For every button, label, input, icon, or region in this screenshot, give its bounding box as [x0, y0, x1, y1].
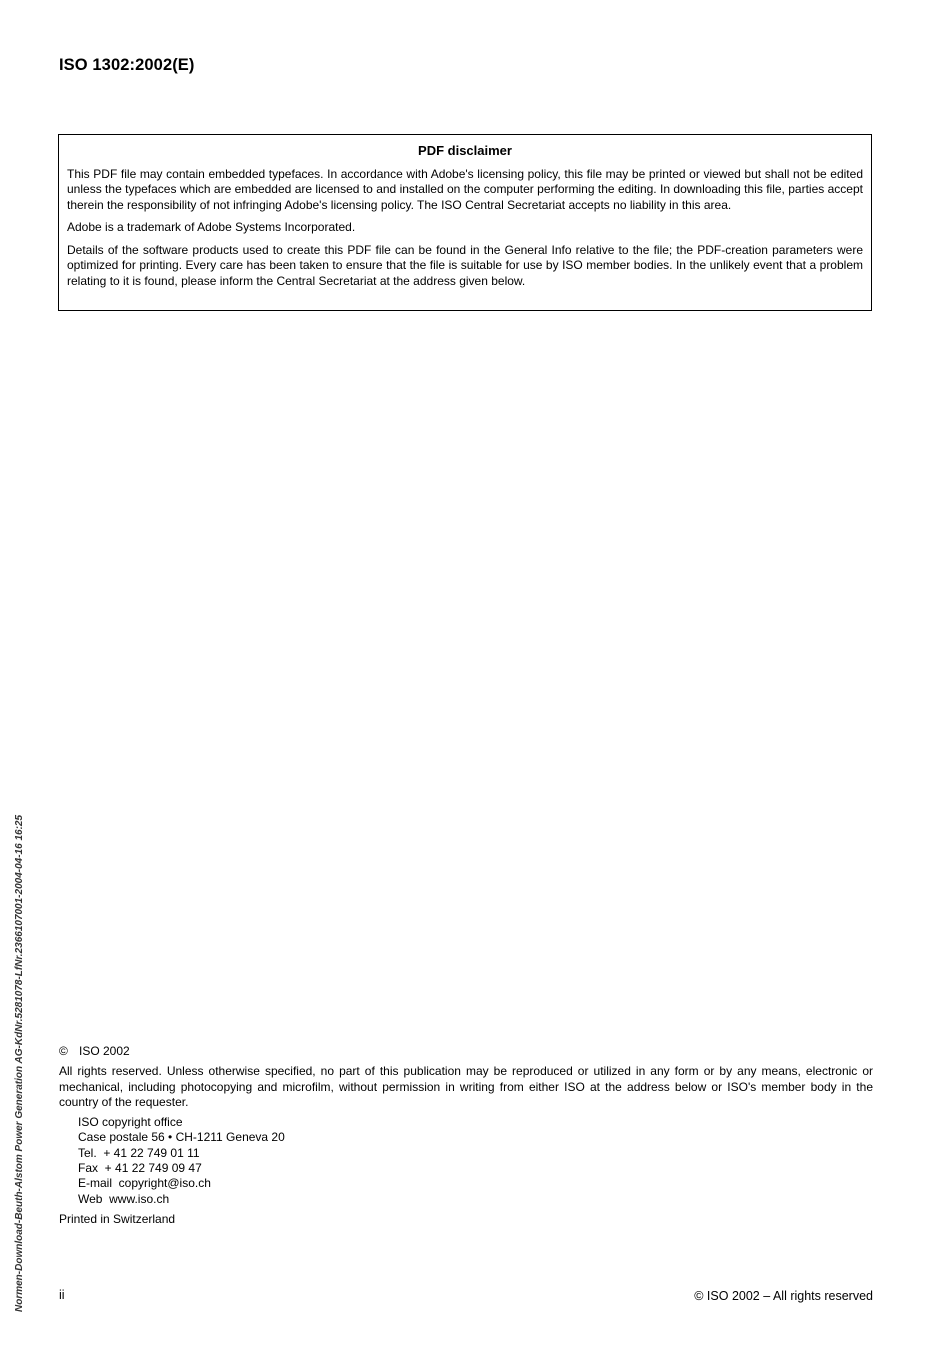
disclaimer-title: PDF disclaimer: [418, 143, 512, 158]
copyright-office-address: [78, 1115, 873, 1207]
pdf-disclaimer-box: [58, 134, 872, 311]
copyright-year: ISO 2002: [79, 1044, 130, 1058]
rights-paragraph: All rights reserved. Unless otherwise specified, no part of this publication may be reproduced or utilized in any form or by any means, electronic or mechanical, including photocopying and microfilm, without permission in writing from either ISO at the address below or ISO's member body in the country of the requester.: [59, 1064, 873, 1109]
address-line: Tel. + 41 22 749 01 11: [78, 1145, 200, 1160]
disclaimer-paragraph-details: Details of the software products used to create this PDF file can be found in the General Info relative to the file; the PDF-creation parameters were optimized for printing. Every care has been taken to ensure that the file is suitable for use by ISO member bodies. In the unlikely event that a problem relating to it is found, please inform the Central Secretariat at the address given below.: [67, 243, 863, 288]
printed-in: Printed in Switzerland: [59, 1211, 176, 1226]
copyright-line: [59, 1044, 873, 1059]
address-line: ISO copyright office: [78, 1115, 183, 1130]
address-line: Fax + 41 22 749 09 47: [78, 1161, 202, 1176]
copyright-symbol: ©: [59, 1044, 68, 1058]
disclaimer-paragraph-typefaces: This PDF file may contain embedded typefaces. In accordance with Adobe's licensing policy, this file may be printed or viewed but shall not be edited unless the typefaces which are embedded are licensed to and installed on the computer performing the editing. In downloading this file, parties accept therein the responsibility of not infringing Adobe's licensing policy. The ISO Central Secretariat accepts no liability in this area.: [67, 167, 863, 212]
footer-copyright: © ISO 2002 – All rights reserved: [694, 1289, 873, 1303]
page-number: ii: [59, 1288, 65, 1302]
disclaimer-paragraph-trademark: Adobe is a trademark of Adobe Systems Incorporated.: [67, 220, 356, 235]
download-stamp: Normen-Download-Beuth-Alstom Power Generation AG-KdNr.5281078-LfNr.2366107001-2004-04-16 16:25: [14, 814, 25, 1312]
address-line: Web www.iso.ch: [78, 1191, 170, 1206]
copyright-block: [59, 1044, 873, 1227]
document-title: ISO 1302:2002(E): [59, 56, 195, 74]
address-line: Case postale 56 • CH-1211 Geneva 20: [78, 1130, 285, 1145]
address-line: E-mail copyright@iso.ch: [78, 1176, 211, 1191]
